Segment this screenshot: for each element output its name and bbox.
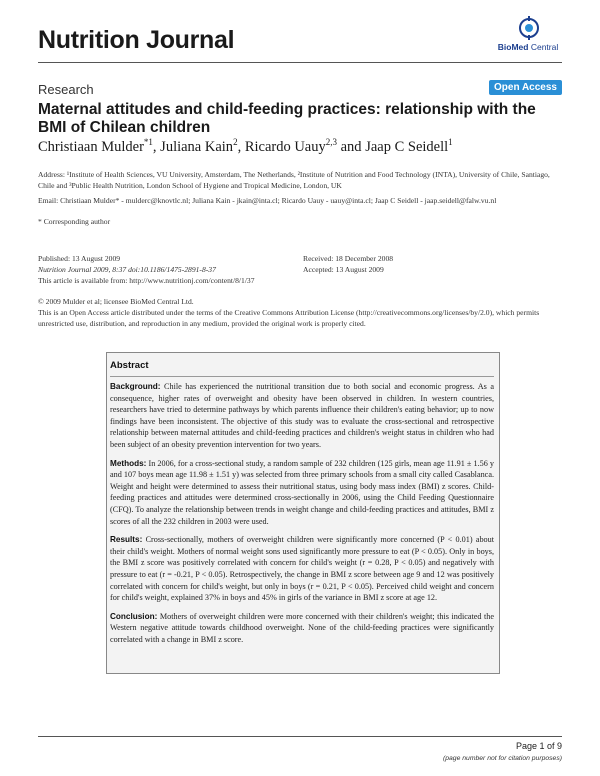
author-list [38,137,562,156]
header-rule [38,62,562,63]
open-access-badge: Open Access [489,80,562,95]
abstract-text: In 2006, for a cross-sectional study, a random sample of 232 children (125 girls, mean age 11.91 ± 1.56 y and 107 boys mean age 11.98 ± 1.51 y) was selected from three primary schools from a small city called Casablanca. Weight and height were determined to assess their nutritional status, using body mass index (BMI) z scores. Child-feeding practices and attitudes were determined cross-sectionally in 2006, using the Child Feeding Questionnaire (CFQ). To analyze the relationship between trends in weight change and child-feeding practices and attitudes, BMI z scores of all the 232 children in 2003 were used. [110,458,494,526]
article-url[interactable]: This article is available from: http://www.nutritionj.com/content/8/1/37 [38,276,255,285]
author-name: Juliana Kain [160,138,234,155]
biomed-central-icon [518,16,540,40]
abstract-heading: Abstract [110,360,149,371]
accepted-date: Accepted: 13 August 2009 [303,265,384,274]
logo-brand-bold: BioMed [497,42,529,52]
biomed-central-wordmark [488,42,568,52]
abstract-conclusion [110,611,494,646]
logo-brand-rest: Central [528,42,559,52]
corresponding-author-note: * Corresponding author [38,217,111,226]
abstract-label: Results: [110,535,143,545]
received-date: Received: 18 December 2008 [303,254,394,263]
author-affiliation: *1 [143,137,153,147]
author-affiliation: 2,3 [325,137,337,147]
journal-title: Nutrition Journal [38,26,235,54]
abstract-label: Background: [110,382,161,391]
author-affiliation: 2 [233,137,238,147]
abstract-label: Conclusion: [110,611,158,621]
author-name: Christiaan Mulder [38,138,144,155]
author-separator: , [237,138,245,155]
author-separator: , [152,138,161,155]
abstract-text: Cross-sectionally, mothers of overweight children were significantly more concerned (P < 0.01) about their child's weight. Mothers of normal weight sons used significantly more pressure to eat (P < 0.05). Only in boys, the BMI z score was positively correlated with concern for child's weight (r = 0.28, P < 0.05) and negatively with pressure to eat (r = -0.21, P < 0.05). Retrospectively, the change in BMI z score between age 9 and 12 was positively correlated with concern for child's weight, but only in boys (r = 0.21, P < 0.05). Perceived child weight and concern for child's weight, explained 37% in boys and 45% in girls of the variance in BMI z score at age 12. [110,535,495,603]
page-number: Page 1 of 9 [515,741,562,751]
abstract-divider [110,376,494,377]
abstract-text: Chile has experienced the nutritional transition due to both social and economic progress. As a consequence, higher rates of overweight and obesity have been observed in children. In western countries, researchers have tried to determine pathways by which parents influence their children's eating behavior; up to now findings have been inconsistent. The objective of this study was to evaluate the cross-sectional and retrospective relationship between maternal attitudes and child-feeding practices and children's weight status in children who had been subject of an obesity prevention intervention for two years. [110,382,494,449]
article-section: Research [38,82,94,97]
license-text: This is an Open Access article distributed under the terms of the Creative Commons Attribution License (http://creativecommons.org/licenses/by/2.0), which permits unrestricted use, distribution, and reproduction in any medium, provided the original work is properly cited. [38,308,540,328]
citation: Nutrition Journal 2009, 8:37 doi:10.1186/1475-2891-8-37 [38,265,216,274]
paper-title: Maternal attitudes and child-feeding practices: relationship with the BMI of Chilean children [38,101,536,136]
affiliations: Address: ¹Institute of Health Sciences, VU University, Amsterdam, The Netherlands, ²Institute of Nutrition and Food Technology (INTA), University of Chile, Santiago, Chile and ³Public Health Nutrition, London School of Hygiene and Tropical Medicine, London, UK [38,170,550,190]
biomed-central-logo [488,16,568,56]
page-number-note: (page number not for citation purposes) [442,755,562,762]
footer-rule [38,736,562,737]
abstract-methods [110,458,494,528]
abstract [110,358,494,652]
published-date: Published: 13 August 2009 [38,254,121,263]
abstract-text: Mothers of overweight children were more concerned with their children's weight; this indicated the Western negative attitude towards childhood overweight. None of the child-feeding practices were significantly correlated with a change in BMI z score. [110,611,494,644]
abstract-label: Methods: [110,458,147,468]
author-name: Jaap C Seidell [365,138,449,155]
publication-info-left [38,253,255,286]
copyright-line: © 2009 Mulder et al; licensee BioMed Central Ltd. [38,297,194,306]
abstract-results [110,534,494,604]
author-separator: and [337,138,366,155]
copyright-block [38,296,562,329]
author-affiliation: 1 [448,137,453,147]
abstract-background [110,381,494,451]
publication-info-right [303,253,393,275]
author-name: Ricardo Uauy [244,138,326,155]
author-emails: Email: Christiaan Mulder* - mulderc@knovtlc.nl; Juliana Kain - jkain@inta.cl; Ricardo Uauy - uauy@inta.cl; Jaap C Seidell - jaap.seidell@falw.vu.nl [38,196,497,205]
